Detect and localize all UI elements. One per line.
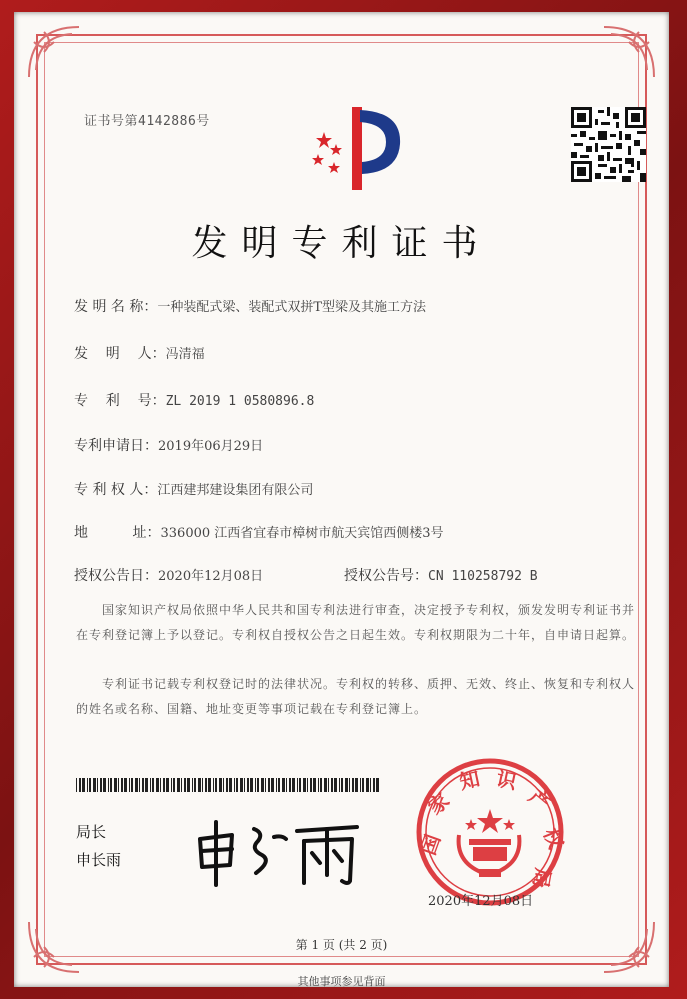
field-label: 专 利 权 人： [74,482,158,498]
certificate-title: 发明专利证书 [191,223,492,264]
barcode-bar [341,778,343,792]
barcode-bar [87,778,88,792]
barcode-bar [131,778,133,792]
statement-paragraph-2: 专利证书记载专利权登记时的法律状况。专利权的转移、质押、无效、终止、恢复和专利权人的姓名或名称、国籍、地址变更等事项记载在专利登记簿上。 [76,677,636,716]
barcode-bar [129,778,130,792]
svg-text:识: 识 [494,766,519,794]
barcode-bar [198,778,201,792]
barcode-bar [226,778,228,792]
barcode-bar [271,778,274,792]
official-seal-stamp [407,757,573,907]
field-patentee [74,479,313,499]
barcode-bar [373,778,375,792]
barcode-bar [118,778,119,792]
field-label: 授权公告日： [74,568,158,584]
barcode-bar [349,778,350,792]
barcode-bar [299,778,301,792]
signatory-role: 局长 [76,823,107,841]
barcode-bar [93,778,96,792]
field-value: 一种装配式梁、装配式双拼T型梁及其施工方法 [157,300,427,315]
footer-note: 其他事项参见背面 [297,975,386,988]
corner-ornament-top-left [24,22,84,82]
seal-date: 2020年12月08日 [428,894,534,909]
barcode-bar [223,778,224,792]
barcode-bar [205,778,207,792]
barcode-bar [376,778,379,792]
barcode-bar [219,778,222,792]
barcode-bar [181,778,182,792]
barcode-bar [76,778,77,792]
field-label: 专 利 号： [74,393,166,409]
field-label: 地 址： [74,525,161,541]
barcode-bar [345,778,348,792]
barcode-bar [156,778,159,792]
field-value: 336000 江西省宜春市樟树市航天宾馆西侧楼3号 [160,526,444,541]
barcode-bar [121,778,123,792]
barcode-bar [166,778,169,792]
svg-text:产: 产 [524,784,555,816]
barcode-bar [215,778,217,792]
field-announce-date [74,565,263,585]
barcode-bar [160,778,161,792]
barcode-bar [360,778,361,792]
field-inventor [74,343,205,363]
patent-office-logo-icon [304,102,404,197]
field-label: 发 明 名 称： [74,299,158,315]
barcode-bar [297,778,298,792]
barcode-bar [234,778,235,792]
barcode-bar [257,778,259,792]
page-number: 第 1 页 (共 2 页) [295,938,388,952]
barcode-bar [334,778,337,792]
barcode-bar [184,778,186,792]
barcode-bar [278,778,280,792]
barcode-bar [261,778,264,792]
field-announce-number [344,565,538,585]
signatory-name: 申长雨 [76,851,122,869]
barcode-bar [173,778,175,792]
field-value: 江西建邦建设集团有限公司 [157,483,314,498]
barcode-bar [255,778,256,792]
barcode-bar [124,778,127,792]
field-value: 2020年12月08日 [158,569,264,584]
field-label: 授权公告号： [344,568,428,584]
field-value: ZL 2019 1 0580896.8 [165,394,315,409]
barcode-bar [194,778,196,792]
certificate-paper [14,12,669,987]
svg-text:家: 家 [423,788,454,820]
barcode-bar [229,778,232,792]
barcode-bar [292,778,295,792]
barcode-bar [171,778,172,792]
barcode-bar [114,778,117,792]
field-value: CN 110258792 B [428,569,538,584]
barcode-bar [250,778,253,792]
barcode-bar [362,778,364,792]
barcode-bar [320,778,322,792]
barcode-bar [307,778,308,792]
barcode-bar [236,778,238,792]
field-value: 冯清福 [165,347,205,362]
svg-text:局: 局 [528,866,556,891]
barcode-bar [331,778,333,792]
field-patent-number [74,390,314,410]
handwritten-signature [192,817,362,887]
barcode-bar [352,778,354,792]
barcode-bar [240,778,243,792]
svg-text:权: 权 [538,824,569,853]
field-filing-date [74,435,263,455]
barcode-bar [282,778,285,792]
barcode-bar [150,778,151,792]
barcode-bar [244,778,245,792]
barcode-bar [318,778,319,792]
barcode-bar [310,778,312,792]
barcode-bar [97,778,98,792]
barcode-bar [339,778,340,792]
barcode-bar [108,778,109,792]
barcode-bar [265,778,266,792]
barcode-bar [286,778,287,792]
barcode-bar [177,778,180,792]
field-value: 2019年06月29日 [158,439,264,454]
field-invention-name [74,296,426,316]
barcode-bar [187,778,190,792]
barcode-bar [268,778,270,792]
field-address [74,522,444,542]
barcode-bar [145,778,148,792]
statement-paragraph-1: 国家知识产权局依照中华人民共和国专利法进行审查，决定授予专利权，颁发发明专利证书并在专利登记簿上予以登记。专利权自授权公告之日起生效。专利权期限为二十年，自申请日起算。 [76,603,636,642]
barcode-bar [82,778,85,792]
qr-code-icon [571,107,646,182]
barcode-bar [366,778,369,792]
barcode-bar [289,778,291,792]
barcode-icon [76,777,381,791]
barcode-bar [103,778,106,792]
barcode-bar [110,778,112,792]
field-label: 发 明 人： [74,346,166,362]
barcode-bar [355,778,358,792]
barcode-bar [100,778,102,792]
barcode-bar [328,778,329,792]
barcode-bar [276,778,277,792]
corner-ornament-top-right [599,22,659,82]
barcode-bar [89,778,91,792]
barcode-bar [142,778,144,792]
barcode-bar [135,778,138,792]
field-label: 专利申请日： [74,438,158,454]
barcode-bar [163,778,165,792]
barcode-bar [303,778,306,792]
barcode-bar [202,778,203,792]
barcode-bar [313,778,316,792]
barcode-bar [192,778,193,792]
svg-text:国: 国 [415,831,446,859]
barcode-bar [324,778,327,792]
barcode-bar [208,778,211,792]
barcode-bar [247,778,249,792]
barcode-bar [79,778,81,792]
barcode-bar [370,778,371,792]
certificate-number: 证书号第4142886号 [84,114,210,129]
barcode-bar [152,778,154,792]
barcode-bar [139,778,140,792]
barcode-bar [213,778,214,792]
svg-text:知: 知 [457,766,482,794]
